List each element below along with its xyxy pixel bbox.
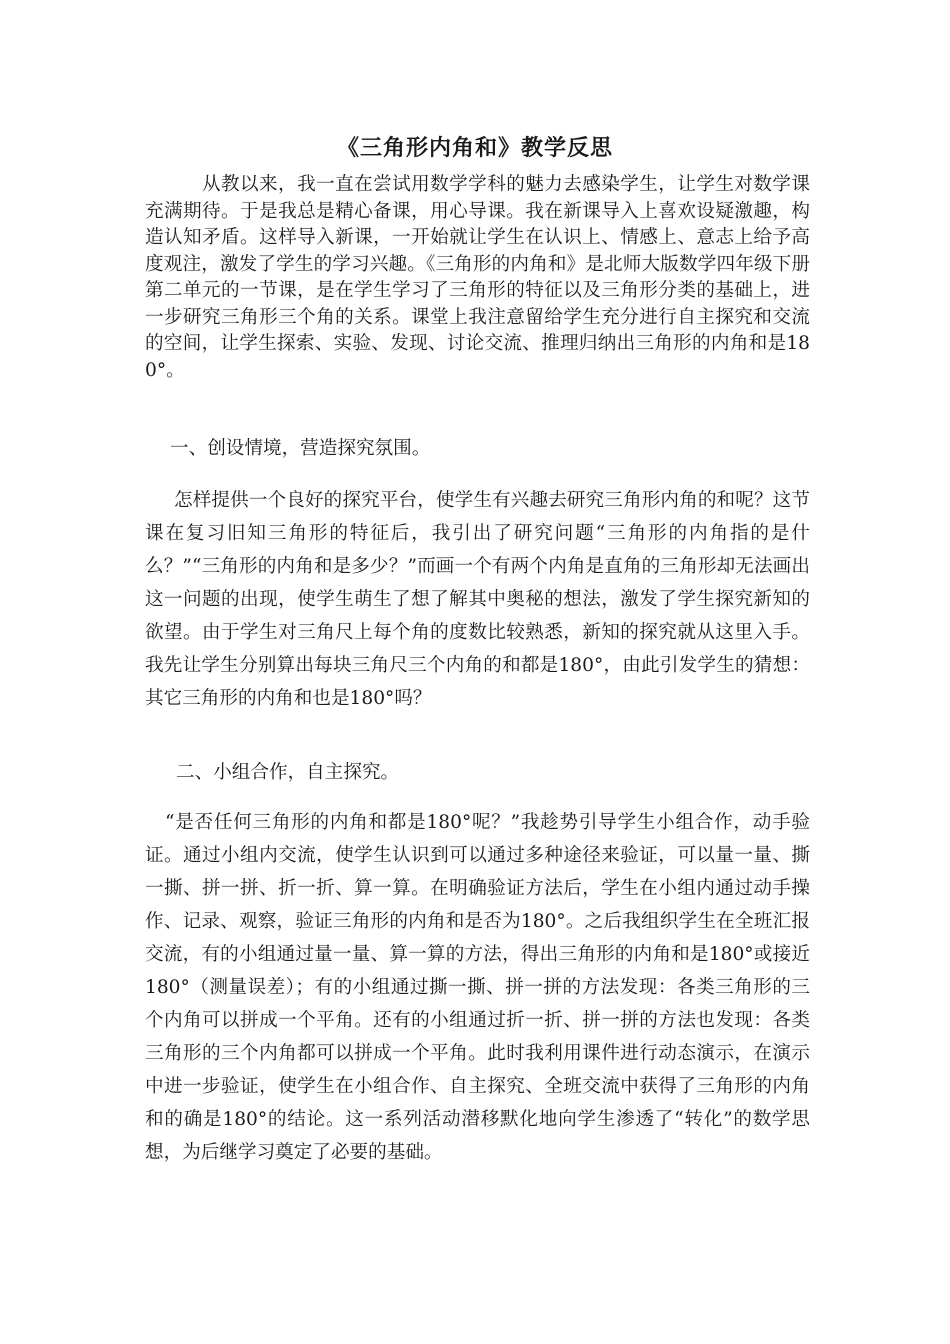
section1-heading: 一、创设情境，营造探究氛围。 bbox=[170, 438, 431, 459]
section2-heading: 二、小组合作，自主探究。 bbox=[176, 762, 400, 783]
intro-paragraph: 从教以来，我一直在尝试用数学学科的魅力去感染学生，让学生对数学课充满期待。于是我总是精心备课，用心导课。我在新课导入上喜欢设疑激趣，构造认知矛盾。这样导入新课，一开始就让学生在认识上、情感上、意志上给予高度观注，激发了学生的学习兴趣。《三角形的内角和》是北师大版数学四年级下册第二单元的一节课，是在学生学习了三角形的特征以及三角形分类的基础上，进一步研究三角形三个角的关系。课堂上我注意留给学生充分进行自主探究和交流的空间，让学生探索、实验、发现、讨论交流、推理归纳出三角形的内角和是180°。 bbox=[145, 174, 810, 381]
section2-paragraph: “是否任何三角形的内角和都是180°呢？”我趁势引导学生小组合作，动手验证。通过小组内交流，使学生认识到可以通过多种途径来验证，可以量一量、撕一撕、拼一拼、折一折、算一算。在明确验证方法后，学生在小组内通过动手操作、记录、观察，验证三角形的内角和是否为180°。之后我组织学生在全班汇报交流，有的小组通过量一量、算一算的方法，得出三角形的内角和是180°或接近180°（测量误差）；有的小组通过撕一撕、拼一拼的方法发现：各类三角形的三个内角可以拼成一个平角。还有的小组通过折一折、拼一拼的方法也发现：各类三角形的三个内角都可以拼成一个平角。此时我利用课件进行动态演示，在演示中进一步验证，使学生在小组合作、自主探究、全班交流中获得了三角形的内角和的确是180°的结论。这一系列活动潜移默化地向学生渗透了“转化”的数学思想，为后继学习奠定了必要的基础。 bbox=[145, 812, 810, 1163]
page-title: 《三角形内角和》教学反思 bbox=[336, 135, 613, 161]
section1-paragraph: 怎样提供一个良好的探究平台，使学生有兴趣去研究三角形内角的和呢？这节课在复习旧知三角形的特征后，我引出了研究问题“三角形的内角指的是什么？”“三角形的内角和是多少？”而画一个有两个内角是直角的三角形却无法画出这一问题的出现，使学生萌生了想了解其中奥秘的想法，激发了学生探究新知的欲望。由于学生对三角尺上每个角的度数比较熟悉，新知的探究就从这里入手。我先让学生分别算出每块三角尺三个内角的和都是180°，由此引发学生的猜想：其它三角形的内角和也是180°吗？ bbox=[145, 490, 810, 709]
